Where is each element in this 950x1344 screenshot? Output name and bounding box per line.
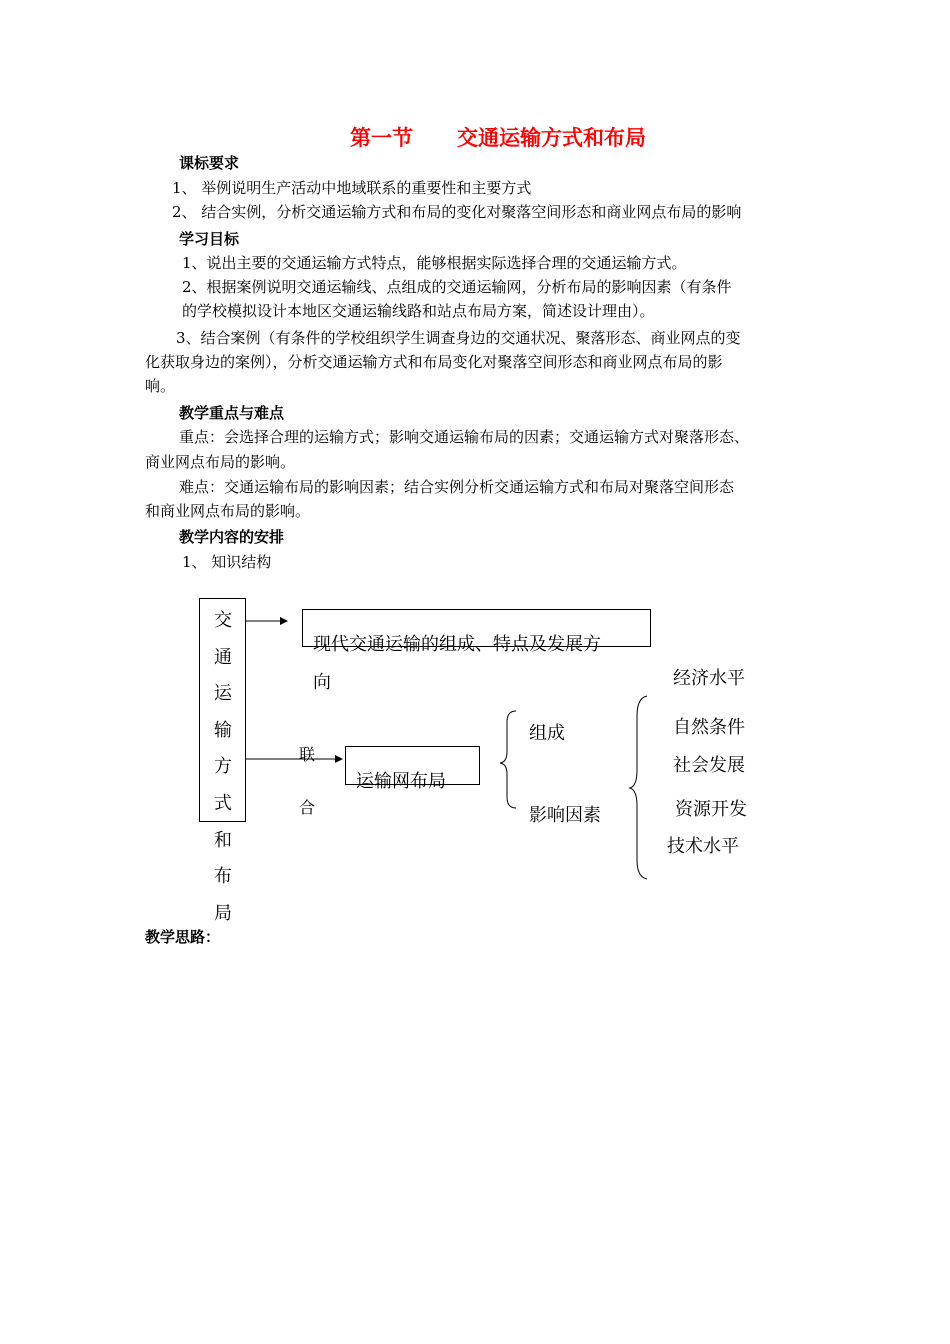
vertical-char: 式 — [214, 792, 232, 814]
arrangement-heading: 教学内容的安排 — [179, 528, 285, 546]
goals-item-2-line-2: 的学校模拟设计本地区交通运输线路和站点布局方案，简述设计理由）。 — [182, 302, 655, 320]
branch-composition: 组成 — [529, 723, 565, 744]
brace-left — [500, 711, 516, 808]
title-section: 第一节 — [350, 126, 413, 150]
title-topic: 交通运输方式和布局 — [457, 126, 646, 150]
modern-transport-line-1: 现代交通运输的组成、特点及发展方 — [313, 634, 601, 655]
arrangement-sub: 1、 知识结构 — [182, 553, 272, 571]
standards-item-2: 2、 结合实例，分析交通运输方式和布局的变化对聚落空间形态和商业网点布局的影响 — [172, 203, 742, 221]
goals-item-3-line-1: 3、结合案例（有条件的学校组织学生调查身边的交通状况、聚落形态、商业网点的变 — [176, 329, 741, 347]
goals-heading: 学习目标 — [179, 230, 240, 248]
difficulty-line-1: 难点：交通运输布局的影响因素；结合实例分析交通运输方式和布局对聚落空间形态 — [179, 478, 735, 496]
link-char-2: 合 — [299, 798, 316, 817]
factor-resources: 资源开发 — [675, 799, 747, 820]
focus-line-1: 重点：会选择合理的运输方式；影响交通运输布局的因素；交通运输方式对聚落形态、 — [179, 428, 750, 446]
vertical-char: 运 — [214, 683, 232, 705]
factor-economy: 经济水平 — [673, 668, 745, 689]
goals-item-1: 1、说出主要的交通运输方式特点，能够根据实际选择合理的交通运输方式。 — [182, 254, 687, 272]
difficulty-line-2: 和商业网点布局的影响。 — [145, 502, 311, 520]
vertical-char: 局 — [214, 902, 232, 924]
link-char-1: 联 — [299, 745, 316, 764]
brace-right — [630, 696, 647, 879]
vertical-char: 方 — [214, 756, 232, 778]
branch-factors: 影响因素 — [529, 805, 601, 826]
vertical-char: 交 — [214, 610, 232, 631]
vertical-char: 和 — [214, 829, 232, 851]
network-layout-label: 运输网布局 — [356, 771, 446, 792]
goals-item-2-line-1: 2、根据案例说明交通运输线、点组成的交通运输网，分析布局的影响因素（有条件 — [182, 278, 732, 296]
factor-nature: 自然条件 — [673, 717, 745, 738]
modern-transport-line-2: 向 — [313, 672, 331, 693]
factor-society: 社会发展 — [673, 755, 745, 776]
standards-heading: 课标要求 — [179, 154, 240, 172]
goals-item-3-line-2: 化获取身边的案例），分析交通运输方式和布局变化对聚落空间形态和商业网点布局的影 — [145, 353, 723, 371]
goals-item-3-line-3: 响。 — [145, 377, 176, 395]
vertical-char: 布 — [214, 866, 232, 888]
standards-item-1: 1、 举例说明生产活动中地域联系的重要性和主要方式 — [172, 179, 532, 197]
vertical-char: 通 — [214, 646, 232, 668]
factor-technology: 技术水平 — [667, 836, 739, 857]
focus-line-2: 商业网点布局的影响。 — [145, 453, 296, 471]
keypoints-heading: 教学重点与难点 — [179, 404, 285, 422]
vertical-char: 输 — [214, 719, 232, 741]
approach-heading: 教学思路： — [145, 928, 221, 946]
